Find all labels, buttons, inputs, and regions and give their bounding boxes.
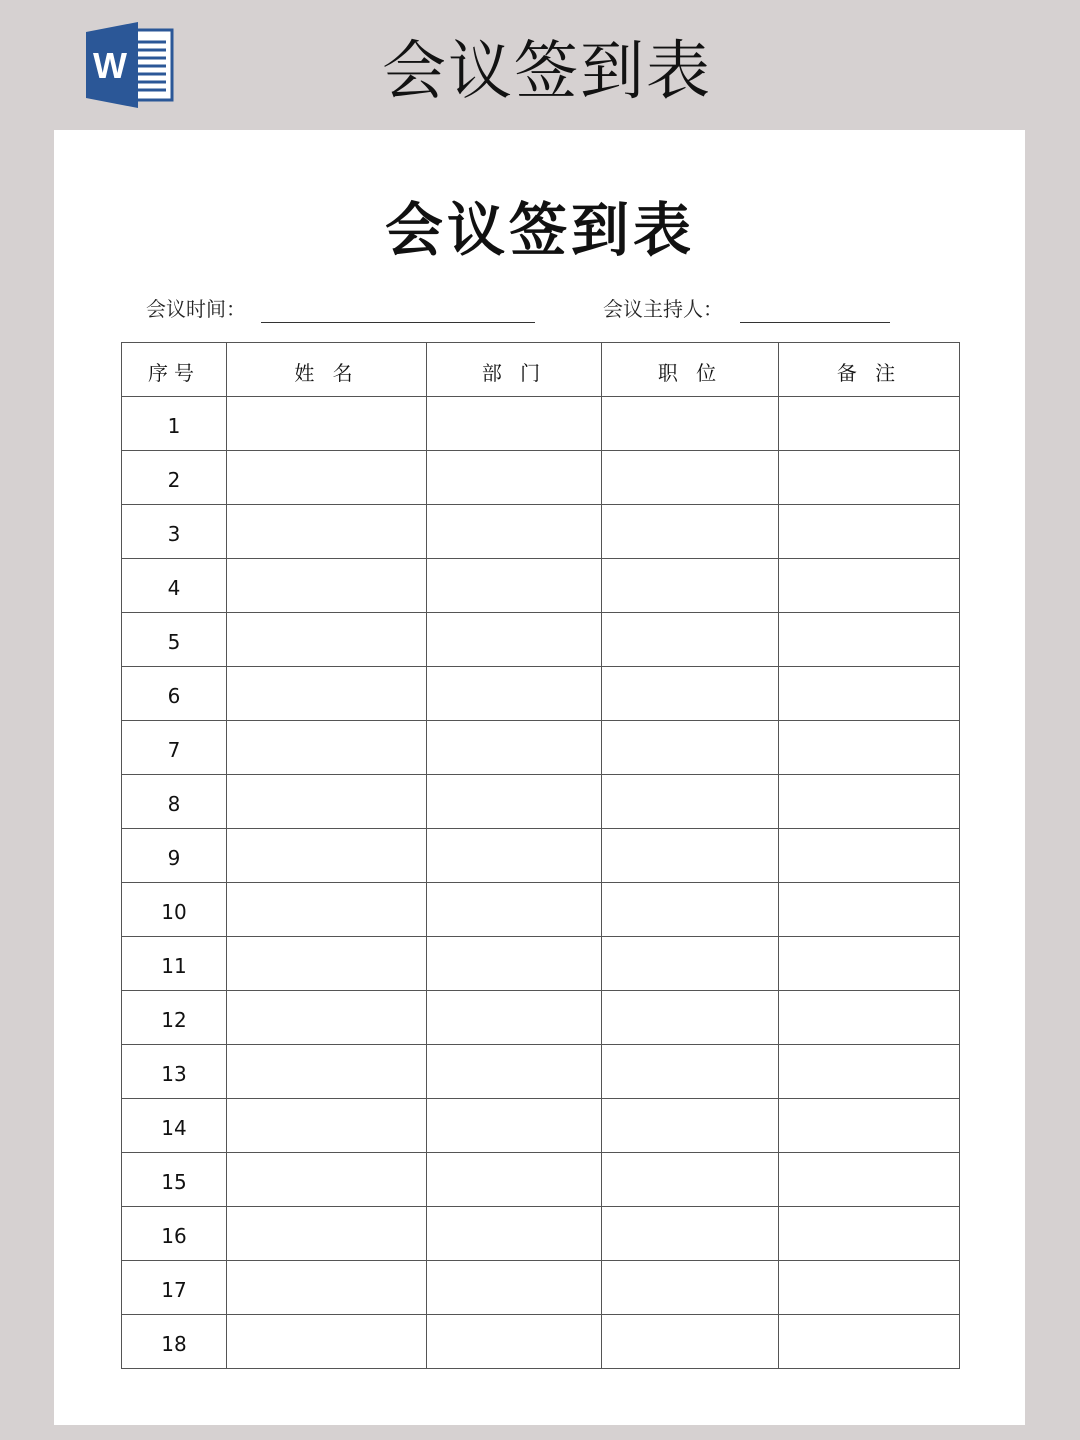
department-cell[interactable] xyxy=(427,613,602,667)
name-cell[interactable] xyxy=(227,1153,427,1207)
row-number-cell: 17 xyxy=(122,1261,227,1315)
department-cell[interactable] xyxy=(427,1315,602,1369)
name-cell[interactable] xyxy=(227,451,427,505)
position-cell[interactable] xyxy=(602,721,779,775)
name-cell[interactable] xyxy=(227,397,427,451)
position-cell[interactable] xyxy=(602,613,779,667)
table-row xyxy=(122,1153,960,1207)
department-cell[interactable] xyxy=(427,1153,602,1207)
row-number-cell: 18 xyxy=(122,1315,227,1369)
position-cell[interactable] xyxy=(602,991,779,1045)
remarks-cell[interactable] xyxy=(779,559,960,613)
name-cell[interactable] xyxy=(227,505,427,559)
position-cell[interactable] xyxy=(602,829,779,883)
row-number-cell: 6 xyxy=(122,667,227,721)
remarks-cell[interactable] xyxy=(779,775,960,829)
remarks-cell[interactable] xyxy=(779,991,960,1045)
department-cell[interactable] xyxy=(427,667,602,721)
position-cell[interactable] xyxy=(602,1099,779,1153)
department-cell[interactable] xyxy=(427,937,602,991)
position-cell[interactable] xyxy=(602,1207,779,1261)
remarks-cell[interactable] xyxy=(779,613,960,667)
remarks-cell[interactable] xyxy=(779,721,960,775)
row-number-cell: 10 xyxy=(122,883,227,937)
remarks-cell[interactable] xyxy=(779,505,960,559)
table-row xyxy=(122,991,960,1045)
name-cell[interactable] xyxy=(227,613,427,667)
row-number-cell: 11 xyxy=(122,937,227,991)
row-number-cell: 14 xyxy=(122,1099,227,1153)
name-cell[interactable] xyxy=(227,1045,427,1099)
name-cell[interactable] xyxy=(227,1099,427,1153)
remarks-cell[interactable] xyxy=(779,451,960,505)
meeting-host-field[interactable] xyxy=(740,322,890,323)
column-header-number: 序号 xyxy=(122,343,227,397)
remarks-cell[interactable] xyxy=(779,829,960,883)
table-header-row xyxy=(122,343,960,397)
department-cell[interactable] xyxy=(427,451,602,505)
table-row xyxy=(122,829,960,883)
remarks-cell[interactable] xyxy=(779,1207,960,1261)
name-cell[interactable] xyxy=(227,991,427,1045)
table-row xyxy=(122,1099,960,1153)
meeting-host-label: 会议主持人： xyxy=(603,297,723,321)
meeting-time-label: 会议时间： xyxy=(146,297,246,321)
table-row xyxy=(122,505,960,559)
position-cell[interactable] xyxy=(602,937,779,991)
remarks-cell[interactable] xyxy=(779,1153,960,1207)
row-number-cell: 3 xyxy=(122,505,227,559)
table-row xyxy=(122,1315,960,1369)
table-row xyxy=(122,721,960,775)
name-cell[interactable] xyxy=(227,775,427,829)
row-number-cell: 12 xyxy=(122,991,227,1045)
department-cell[interactable] xyxy=(427,559,602,613)
position-cell[interactable] xyxy=(602,883,779,937)
department-cell[interactable] xyxy=(427,721,602,775)
table-row xyxy=(122,1045,960,1099)
department-cell[interactable] xyxy=(427,883,602,937)
position-cell[interactable] xyxy=(602,667,779,721)
department-cell[interactable] xyxy=(427,1261,602,1315)
position-cell[interactable] xyxy=(602,775,779,829)
position-cell[interactable] xyxy=(602,1261,779,1315)
department-cell[interactable] xyxy=(427,829,602,883)
table-row xyxy=(122,883,960,937)
row-number-cell: 15 xyxy=(122,1153,227,1207)
name-cell[interactable] xyxy=(227,937,427,991)
table-row xyxy=(122,613,960,667)
name-cell[interactable] xyxy=(227,1207,427,1261)
position-cell[interactable] xyxy=(602,1045,779,1099)
row-number-cell: 5 xyxy=(122,613,227,667)
department-cell[interactable] xyxy=(427,775,602,829)
remarks-cell[interactable] xyxy=(779,1315,960,1369)
remarks-cell[interactable] xyxy=(779,1261,960,1315)
position-cell[interactable] xyxy=(602,397,779,451)
column-header-remarks: 备 注 xyxy=(779,343,960,397)
table-row xyxy=(122,937,960,991)
position-cell[interactable] xyxy=(602,451,779,505)
word-icon-letter: W xyxy=(93,45,127,86)
table-row xyxy=(122,1207,960,1261)
remarks-cell[interactable] xyxy=(779,1099,960,1153)
name-cell[interactable] xyxy=(227,559,427,613)
document-title: 会议签到表 xyxy=(384,196,695,264)
remarks-cell[interactable] xyxy=(779,883,960,937)
remarks-cell[interactable] xyxy=(779,667,960,721)
table-row xyxy=(122,559,960,613)
name-cell[interactable] xyxy=(227,1315,427,1369)
department-cell[interactable] xyxy=(427,991,602,1045)
name-cell[interactable] xyxy=(227,667,427,721)
meeting-time-field[interactable] xyxy=(261,322,535,323)
row-number-cell: 8 xyxy=(122,775,227,829)
row-number-cell: 13 xyxy=(122,1045,227,1099)
table-row xyxy=(122,451,960,505)
row-number-cell: 4 xyxy=(122,559,227,613)
table-row xyxy=(122,667,960,721)
row-number-cell: 7 xyxy=(122,721,227,775)
position-cell[interactable] xyxy=(602,1153,779,1207)
position-cell[interactable] xyxy=(602,505,779,559)
remarks-cell[interactable] xyxy=(779,937,960,991)
position-cell[interactable] xyxy=(602,1315,779,1369)
remarks-cell[interactable] xyxy=(779,1045,960,1099)
name-cell[interactable] xyxy=(227,829,427,883)
table-row xyxy=(122,397,960,451)
sign-in-table xyxy=(121,342,960,1369)
department-cell[interactable] xyxy=(427,1099,602,1153)
table-row xyxy=(122,1261,960,1315)
department-cell[interactable] xyxy=(427,397,602,451)
column-header-department: 部 门 xyxy=(427,343,602,397)
column-header-position: 职 位 xyxy=(602,343,779,397)
name-cell[interactable] xyxy=(227,883,427,937)
remarks-cell[interactable] xyxy=(779,397,960,451)
name-cell[interactable] xyxy=(227,1261,427,1315)
department-cell[interactable] xyxy=(427,1045,602,1099)
row-number-cell: 16 xyxy=(122,1207,227,1261)
position-cell[interactable] xyxy=(602,559,779,613)
page-header-title: 会议签到表 xyxy=(382,35,712,109)
table-row xyxy=(122,775,960,829)
row-number-cell: 1 xyxy=(122,397,227,451)
department-cell[interactable] xyxy=(427,505,602,559)
name-cell[interactable] xyxy=(227,721,427,775)
row-number-cell: 9 xyxy=(122,829,227,883)
row-number-cell: 2 xyxy=(122,451,227,505)
column-header-name: 姓 名 xyxy=(227,343,427,397)
department-cell[interactable] xyxy=(427,1207,602,1261)
